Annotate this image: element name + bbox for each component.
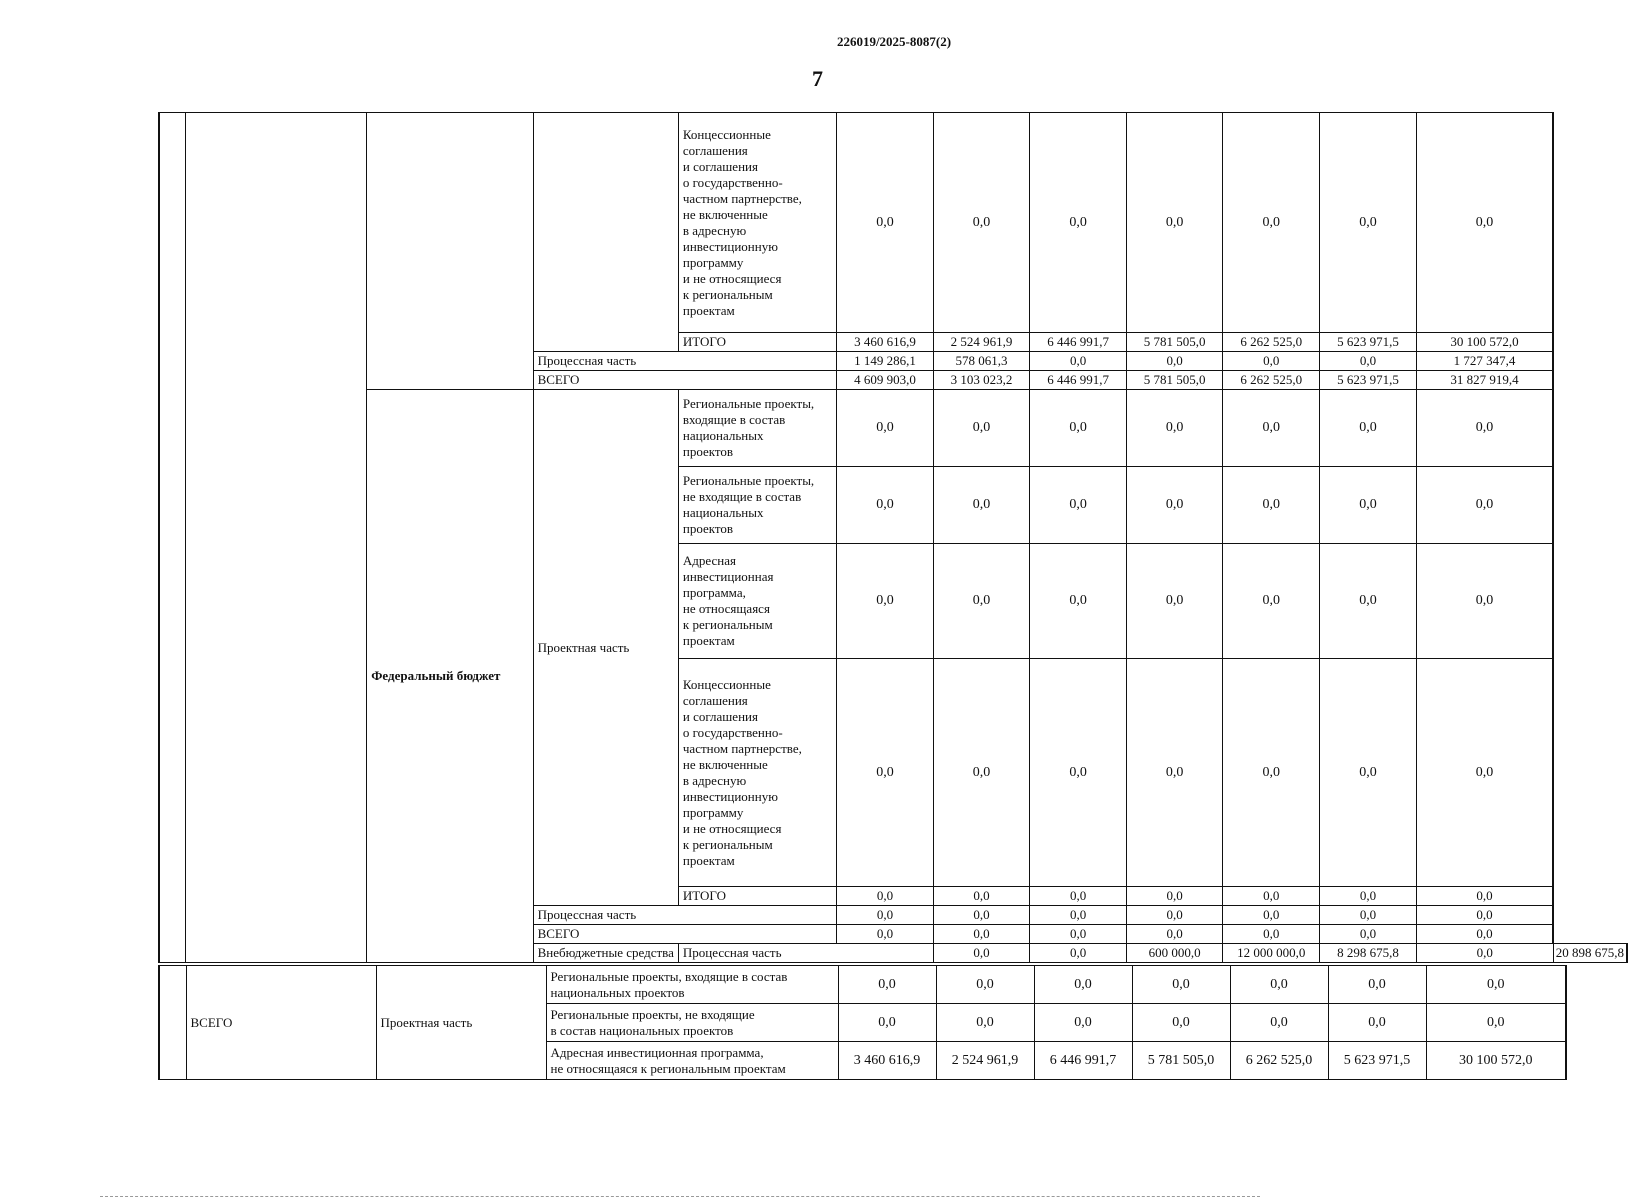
row-label: ВСЕГО: [533, 925, 837, 944]
value-cell: 0,0: [1126, 113, 1223, 333]
value-cell: 0,0: [933, 544, 1030, 659]
value-cell: 0,0: [933, 906, 1030, 925]
row-group-label: Федеральный бюджет: [367, 390, 533, 963]
value-cell: 0,0: [1030, 944, 1127, 963]
value-cell: 0,0: [1223, 887, 1320, 906]
table-row: [159, 966, 1566, 1004]
value-cell: 0,0: [1426, 1004, 1566, 1042]
budget-table: [158, 112, 1628, 963]
row-label: Адресная инвестиционная программа, не относящаяся к региональным проектам: [546, 1042, 838, 1080]
value-cell: 0,0: [1126, 906, 1223, 925]
row-label: Концессионные соглашения и соглашения о государственно- частном партнерстве, не включенные в адресную инвестиционную программу и не относящиеся к региональным проектам: [678, 659, 836, 887]
value-cell: 1 727 347,4: [1416, 352, 1553, 371]
value-cell: 0,0: [837, 467, 934, 544]
table-row: [159, 113, 1627, 333]
row-label: ВСЕГО: [533, 371, 837, 390]
value-cell: 0,0: [1030, 352, 1127, 371]
value-cell: 0,0: [1223, 906, 1320, 925]
value-cell: 6 262 525,0: [1230, 1042, 1328, 1080]
value-cell: 0,0: [1126, 352, 1223, 371]
value-cell: 0,0: [1320, 906, 1417, 925]
value-cell: 2 524 961,9: [936, 1042, 1034, 1080]
value-cell: 0,0: [837, 113, 934, 333]
value-cell: 0,0: [933, 659, 1030, 887]
value-cell: 5 623 971,5: [1328, 1042, 1426, 1080]
value-cell: 0,0: [1223, 113, 1320, 333]
value-cell: 0,0: [1030, 887, 1127, 906]
value-cell: 0,0: [933, 887, 1030, 906]
value-cell: 0,0: [1030, 113, 1127, 333]
value-cell: 6 262 525,0: [1223, 371, 1320, 390]
value-cell: 0,0: [1320, 390, 1417, 467]
value-cell: 0,0: [1320, 887, 1417, 906]
value-cell: 0,0: [1126, 544, 1223, 659]
value-cell: 6 446 991,7: [1030, 371, 1127, 390]
value-cell: 5 623 971,5: [1320, 371, 1417, 390]
value-cell: 5 781 505,0: [1132, 1042, 1230, 1080]
value-cell: 0,0: [1126, 659, 1223, 887]
row-group-label: Проектная часть: [533, 390, 678, 906]
value-cell: 31 827 919,4: [1416, 371, 1553, 390]
value-cell: 0,0: [1320, 467, 1417, 544]
row-label: Региональные проекты, входящие в состав национальных проектов: [678, 390, 836, 467]
row-label: Региональные проекты, не входящие в состав национальных проектов: [546, 1004, 838, 1042]
value-cell: 0,0: [1132, 966, 1230, 1004]
row-label: Региональные проекты, не входящие в состав национальных проектов: [678, 467, 836, 544]
value-cell: 0,0: [933, 467, 1030, 544]
value-cell: 0,0: [1126, 887, 1223, 906]
value-cell: 0,0: [1223, 352, 1320, 371]
value-cell: 0,0: [1030, 390, 1127, 467]
row-label: ИТОГО: [678, 887, 836, 906]
value-cell: 0,0: [1223, 467, 1320, 544]
value-cell: 0,0: [1034, 1004, 1132, 1042]
value-cell: 0,0: [837, 925, 934, 944]
value-cell: 0,0: [1416, 659, 1553, 887]
blank-cell: [159, 113, 185, 963]
value-cell: 0,0: [936, 1004, 1034, 1042]
row-label: ИТОГО: [678, 333, 836, 352]
page-number: 7: [812, 66, 823, 91]
value-cell: 0,0: [837, 906, 934, 925]
value-cell: 0,0: [1223, 390, 1320, 467]
footer-divider: [100, 1196, 1260, 1197]
row-label: Процессная часть: [533, 352, 837, 371]
value-cell: 0,0: [1030, 544, 1127, 659]
value-cell: 0,0: [838, 966, 936, 1004]
value-cell: 0,0: [1223, 544, 1320, 659]
value-cell: 0,0: [837, 544, 934, 659]
value-cell: 0,0: [1034, 966, 1132, 1004]
value-cell: 0,0: [1030, 659, 1127, 887]
row-label: Процессная часть: [678, 944, 933, 963]
value-cell: 5 781 505,0: [1126, 333, 1223, 352]
value-cell: 0,0: [1416, 944, 1553, 963]
value-cell: 4 609 903,0: [837, 371, 934, 390]
value-cell: 0,0: [1328, 1004, 1426, 1042]
table-row: [159, 390, 1627, 467]
value-cell: 0,0: [1426, 966, 1566, 1004]
value-cell: 0,0: [1126, 925, 1223, 944]
value-cell: 30 100 572,0: [1426, 1042, 1566, 1080]
value-cell: 0,0: [1416, 906, 1553, 925]
value-cell: 0,0: [933, 390, 1030, 467]
value-cell: 600 000,0: [1126, 944, 1223, 963]
value-cell: 0,0: [1416, 113, 1553, 333]
value-cell: 0,0: [1416, 544, 1553, 659]
value-cell: 0,0: [1126, 467, 1223, 544]
value-cell: 0,0: [1320, 113, 1417, 333]
value-cell: 0,0: [1320, 544, 1417, 659]
row-label: Адресная инвестиционная программа, не относящаяся к региональным проектам: [678, 544, 836, 659]
value-cell: 5 781 505,0: [1126, 371, 1223, 390]
row-group-label: Проектная часть: [376, 966, 546, 1080]
row-group-label: ВСЕГО: [186, 966, 376, 1080]
value-cell: 12 000 000,0: [1223, 944, 1320, 963]
value-cell: 0,0: [838, 1004, 936, 1042]
value-cell: 0,0: [1416, 390, 1553, 467]
value-cell: 0,0: [1030, 467, 1127, 544]
value-cell: 20 898 675,8: [1553, 944, 1627, 963]
value-cell: 30 100 572,0: [1416, 333, 1553, 352]
blank-cell: [185, 113, 367, 963]
blank-cell: [159, 966, 186, 1080]
blank-cell: [367, 113, 533, 390]
value-cell: 3 103 023,2: [933, 371, 1030, 390]
value-cell: 0,0: [1126, 390, 1223, 467]
value-cell: 0,0: [1416, 887, 1553, 906]
row-label: Концессионные соглашения и соглашения о государственно- частном партнерстве, не включенные в адресную инвестиционную программу и не относящиеся к региональным проектам: [678, 113, 836, 333]
value-cell: 0,0: [1320, 659, 1417, 887]
value-cell: 578 061,3: [933, 352, 1030, 371]
value-cell: 0,0: [1132, 1004, 1230, 1042]
value-cell: 3 460 616,9: [837, 333, 934, 352]
value-cell: 2 524 961,9: [933, 333, 1030, 352]
value-cell: 0,0: [1230, 1004, 1328, 1042]
value-cell: 0,0: [1416, 925, 1553, 944]
value-cell: 0,0: [1223, 659, 1320, 887]
value-cell: 0,0: [1230, 966, 1328, 1004]
value-cell: 0,0: [936, 966, 1034, 1004]
value-cell: 6 446 991,7: [1030, 333, 1127, 352]
value-cell: 0,0: [837, 659, 934, 887]
value-cell: 0,0: [1030, 925, 1127, 944]
value-cell: 0,0: [1320, 925, 1417, 944]
value-cell: 5 623 971,5: [1320, 333, 1417, 352]
row-label: Процессная часть: [533, 906, 837, 925]
blank-cell: [533, 113, 678, 352]
value-cell: 0,0: [933, 925, 1030, 944]
value-cell: 0,0: [837, 887, 934, 906]
value-cell: 0,0: [1416, 467, 1553, 544]
total-table: [158, 965, 1567, 1080]
value-cell: 8 298 675,8: [1320, 944, 1417, 963]
value-cell: 0,0: [933, 944, 1030, 963]
value-cell: 0,0: [1030, 906, 1127, 925]
value-cell: 0,0: [1328, 966, 1426, 1004]
value-cell: 0,0: [837, 390, 934, 467]
value-cell: 6 262 525,0: [1223, 333, 1320, 352]
value-cell: 6 446 991,7: [1034, 1042, 1132, 1080]
value-cell: 1 149 286,1: [837, 352, 934, 371]
row-label: Региональные проекты, входящие в состав национальных проектов: [546, 966, 838, 1004]
value-cell: 0,0: [933, 113, 1030, 333]
value-cell: 3 460 616,9: [838, 1042, 936, 1080]
document-id: 226019/2025-8087(2): [836, 34, 952, 49]
value-cell: 0,0: [1223, 925, 1320, 944]
value-cell: 0,0: [1320, 352, 1417, 371]
row-group-label: Внебюджетные средства: [533, 944, 678, 963]
